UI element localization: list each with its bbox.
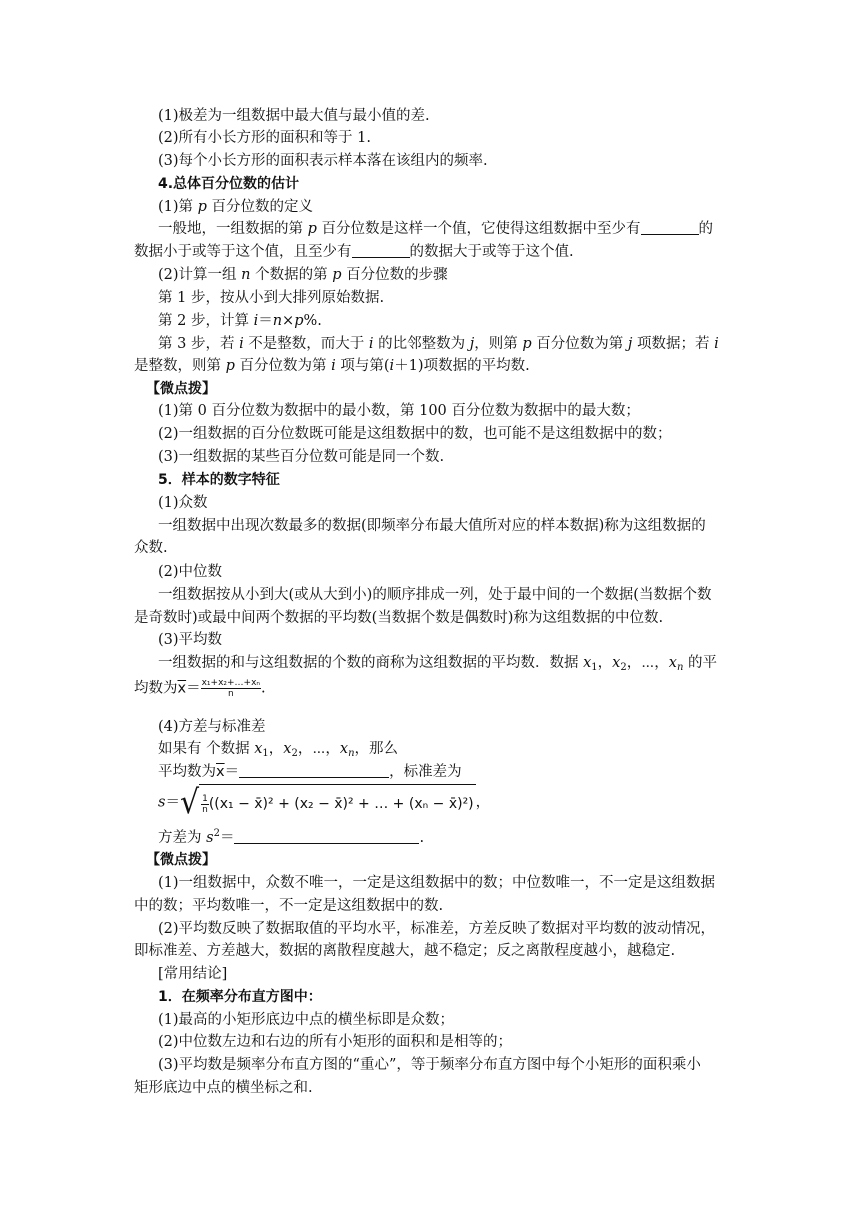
conclusion-line: (3)平均数是频率分布直方图的“重心”，等于频率分布直方图中每个小矩形的面积乘小 (158, 1057, 701, 1073)
tip-heading: 【微点拨】 (146, 852, 216, 868)
step-2: 第 2 步，计算 i＝n×p%. (158, 313, 322, 329)
tip-line: (2)平均数反映了数据取值的平均水平，标准差，方差反映了数据对平均数的波动情况， (158, 921, 716, 937)
median-heading: (2)中位数 (158, 564, 223, 580)
mode-definition-line2: 众数. (134, 540, 168, 556)
conclusion-line: (2)中位数左边和右边的所有小矩形的面积和是相等的； (158, 1034, 513, 1050)
step-3-line2: 是整数，则第 p 百分位数为第 i 项与第(i＋1)项数据的平均数. (134, 358, 530, 374)
mean-heading: (3)平均数 (158, 632, 223, 648)
mean-definition-line1: 一组数据的和与这组数据的个数的商称为这组数据的平均数．数据 $x_1$，$x_2$，⋯，$x_n$ 的平 (158, 655, 718, 673)
conclusion-line: (1)最高的小矩形底边中点的横坐标即是众数； (158, 1012, 455, 1028)
tip-line: (2)一组数据的百分位数既可能是这组数据中的数，也可能不是这组数据中的数； (158, 426, 672, 442)
tip-heading: 【微点拨】 (146, 381, 216, 397)
mean-fraction: $\frac{\text{x₁+x₂+…+xₙ}}{n}$ (201, 678, 260, 699)
fill-blank[interactable] (641, 220, 699, 235)
section-4-title: 4.总体百分位数的估计 (158, 176, 300, 192)
step-1: 第 1 步，按从小到大排列原始数据. (158, 290, 385, 306)
percentile-def-heading: (1)第 p 百分位数的定义 (158, 199, 314, 215)
median-definition-line1: 一组数据按从小到大(或从大到小)的顺序排成一列，处于最中间的一个数据(当数据个数 (158, 587, 712, 603)
step-3-line1: 第 3 步，若 i 不是整数，而大于 i 的比邻整数为 j，则第 p 百分位数为第 j 项数据；若 i (158, 336, 719, 352)
tip-line: 即标准差、方差越大，数据的离散程度越大，越不稳定；反之离散程度越小，越稳定. (134, 943, 676, 959)
tip-line: 中的数；平均数唯一，不一定是这组数据中的数. (134, 898, 444, 914)
tip-line: (1)一组数据中，众数不唯一，一定是这组数据中的数；中位数唯一，不一定是这组数据 (158, 875, 716, 891)
tip-line: (3)一组数据的某些百分位数可能是同一个数. (158, 449, 445, 465)
median-definition-line2: 是奇数时)或最中间两个数据的平均数(当数据个数是偶数时)称为这组数据的中位数. (134, 610, 664, 626)
fill-blank[interactable] (234, 829, 419, 844)
mode-heading: (1)众数 (158, 495, 208, 511)
fill-blank[interactable] (239, 763, 389, 778)
histogram-heading: 1．在频率分布直方图中： (158, 989, 322, 1005)
area-sum-note: (2)所有小长方形的面积和等于 1. (158, 130, 371, 146)
variance-intro: 如果有 个数据 $x_1$，$x_2$，⋯，$x_n$，那么 (158, 741, 399, 759)
section-5-title: 5．样本的数字特征 (158, 472, 280, 488)
sqrt-sign: √ (179, 782, 200, 822)
conclusion-line: 矩形底边中点的横坐标之和. (134, 1080, 313, 1096)
percentile-def-line2: 数据小于或等于这个值，且至少有 的数据大于或等于这个值. (134, 244, 574, 260)
std-dev-formula: s＝ √ $\frac{1}{n}$ ((x₁ − x̄)² + (x₂ − x̄)² + … + (xₙ − x̄)²) ， (158, 782, 491, 822)
variance-blank-line: 方差为 $s^2=$ . (158, 828, 425, 846)
range-definition: (1)极差为一组数据中最大值与最小值的差. (158, 108, 430, 124)
common-conclusions-heading: [常用结论] (158, 966, 228, 982)
mode-definition-line1: 一组数据中出现次数最多的数据(即频率分布最大值所对应的样本数据)称为这组数据的 (158, 518, 706, 534)
variance-heading: (4)方差与标准差 (158, 719, 266, 735)
mean-blank-line: 平均数为$\overline{x}=$ ，标准差为 (158, 764, 462, 780)
fill-blank[interactable] (352, 243, 410, 258)
tip-line: (1)第 0 百分位数为数据中的最小数，第 100 百分位数为数据中的最大数； (158, 403, 640, 419)
percentile-steps-heading: (2)计算一组 n 个数据的第 p 百分位数的步骤 (158, 267, 448, 283)
area-frequency-note: (3)每个小长方形的面积表示样本落在该组内的频率. (158, 153, 488, 169)
percentile-def-line1: 一般地，一组数据的第 p 百分位数是这样一个值，它使得这组数据中至少有 的 (158, 221, 714, 237)
mean-formula: 均数为$\overline{x}=$ $\frac{\text{x₁+x₂+…+xₙ}}{n}$ . (134, 678, 266, 699)
